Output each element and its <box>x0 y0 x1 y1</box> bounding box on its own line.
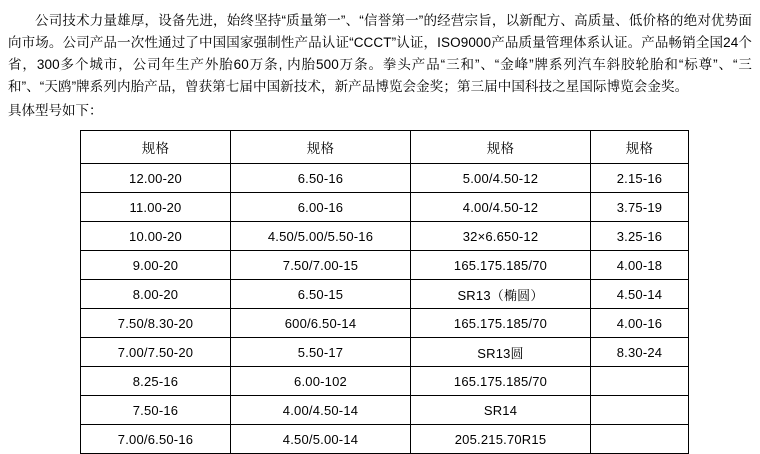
table-cell: 8.00-20 <box>81 280 231 309</box>
table-row <box>81 425 689 454</box>
table-cell: 12.00-20 <box>81 164 231 193</box>
table-cell: 7.50/8.30-20 <box>81 309 231 338</box>
table-row <box>81 396 689 425</box>
table-cell: 7.50-16 <box>81 396 231 425</box>
table-cell: 10.00-20 <box>81 222 231 251</box>
table-cell: 9.00-20 <box>81 251 231 280</box>
table-cell: 8.25-16 <box>81 367 231 396</box>
table-cell: 32×6.650-12 <box>411 222 591 251</box>
table-cell: 4.50-14 <box>591 280 689 309</box>
table-cell: 165.175.185/70 <box>411 367 591 396</box>
table-header-row <box>81 131 689 164</box>
table-cell: 5.50-17 <box>231 338 411 367</box>
table-cell: 4.00/4.50-14 <box>231 396 411 425</box>
table-cell: 7.50/7.00-15 <box>231 251 411 280</box>
table-cell: 6.50-15 <box>231 280 411 309</box>
table-row <box>81 164 689 193</box>
table-cell: 600/6.50-14 <box>231 309 411 338</box>
table-row <box>81 367 689 396</box>
spec-table <box>80 130 689 454</box>
table-row <box>81 251 689 280</box>
table-cell: SR14 <box>411 396 591 425</box>
column-header: 规格 <box>81 131 231 164</box>
table-caption: 具体型号如下： <box>8 103 103 118</box>
table-cell: 6.50-16 <box>231 164 411 193</box>
table-cell: 6.00-16 <box>231 193 411 222</box>
body-paragraph: 公司技术力量雄厚，设备先进，始终坚持“质量第一”、“信誉第一”的经营宗旨，以新配方、高质量、低价格的绝对优势面向市场。公司产品一次性通过了中国国家强制性产品认证“CCCT”认证，ISO9000产品质量管理体系认证。产品畅销全国24个省，300多个城市，公司年生产外胎60万条, 内胎500万条。拳头产品“三和”、“金峰”牌系列汽车斜胶轮胎和“标尊”、“三和”、“天鸥”牌系列内胎产品，曾获第七届中国新技术，新产品博览会金奖；第三届中国科技之星国际博览会金奖。 <box>8 13 752 94</box>
table-cell: 4.00-18 <box>591 251 689 280</box>
table-row <box>81 222 689 251</box>
table-cell: 4.00-16 <box>591 309 689 338</box>
table-cell: 205.215.70R15 <box>411 425 591 454</box>
table-cell <box>591 425 689 454</box>
table-cell: 6.00-102 <box>231 367 411 396</box>
table-cell: 4.50/5.00/5.50-16 <box>231 222 411 251</box>
table-cell: 5.00/4.50-12 <box>411 164 591 193</box>
column-header: 规格 <box>411 131 591 164</box>
table-row <box>81 309 689 338</box>
table-cell: 3.75-19 <box>591 193 689 222</box>
table-cell: 7.00/7.50-20 <box>81 338 231 367</box>
table-cell: 7.00/6.50-16 <box>81 425 231 454</box>
table-cell: 4.00/4.50-12 <box>411 193 591 222</box>
table-cell: SR13圆 <box>411 338 591 367</box>
table-row <box>81 338 689 367</box>
table-cell: SR13（椭圆） <box>411 280 591 309</box>
table-cell: 2.15-16 <box>591 164 689 193</box>
table-cell <box>591 396 689 425</box>
table-cell: 165.175.185/70 <box>411 251 591 280</box>
table-row <box>81 193 689 222</box>
table-cell: 8.30-24 <box>591 338 689 367</box>
table-cell: 4.50/5.00-14 <box>231 425 411 454</box>
table-row <box>81 280 689 309</box>
table-cell <box>591 367 689 396</box>
table-cell: 165.175.185/70 <box>411 309 591 338</box>
column-header: 规格 <box>231 131 411 164</box>
table-cell: 11.00-20 <box>81 193 231 222</box>
column-header: 规格 <box>591 131 689 164</box>
spec-table-container <box>8 130 752 454</box>
table-cell: 3.25-16 <box>591 222 689 251</box>
